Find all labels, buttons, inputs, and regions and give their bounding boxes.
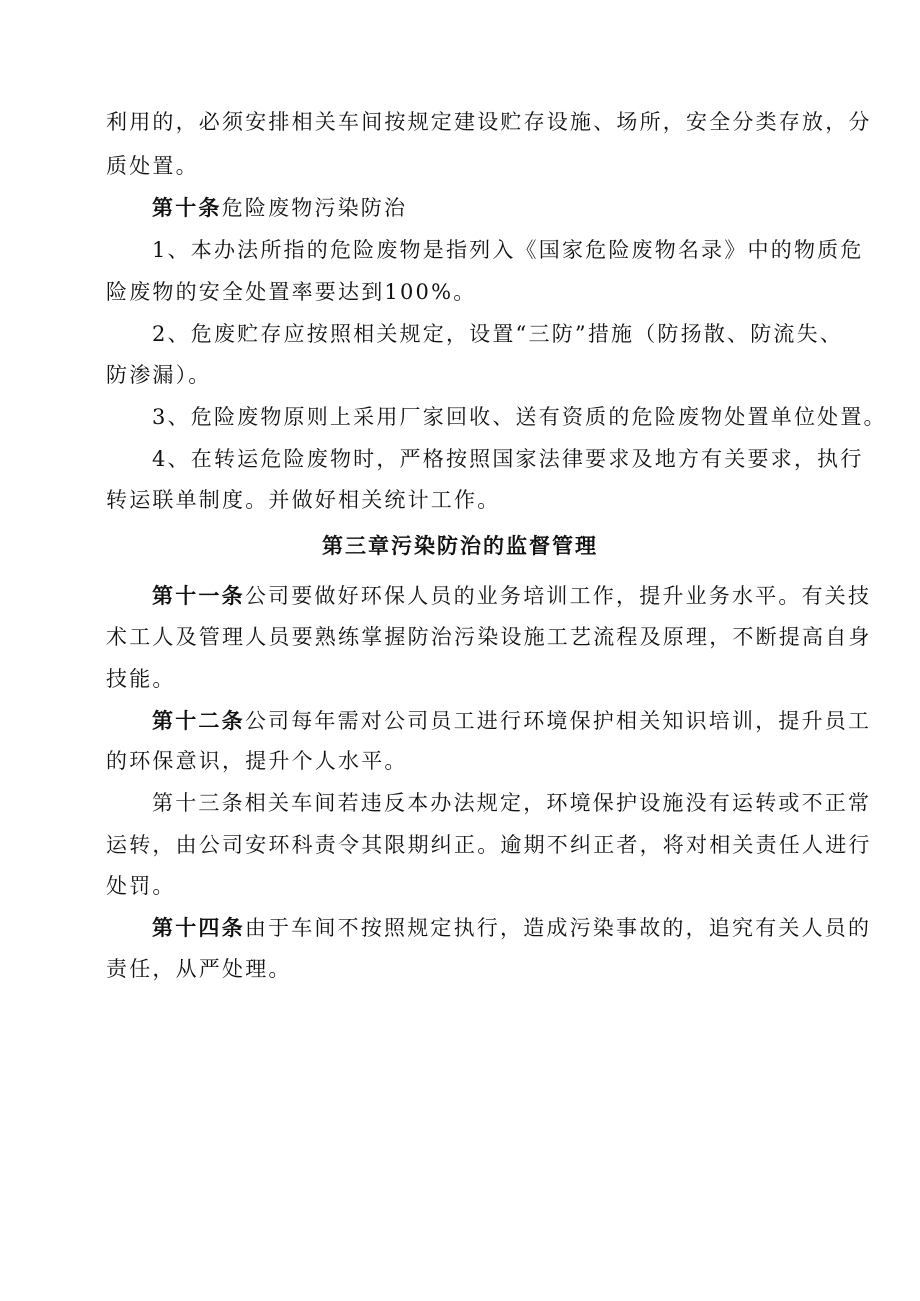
- article-14-line: [152, 912, 871, 942]
- paragraph-line: 质处置。: [106, 154, 199, 178]
- article-12-line: [152, 705, 871, 735]
- list-item-4-line: 转运联单制度。并做好相关统计工作。: [106, 488, 501, 512]
- article-11-line: [152, 580, 871, 610]
- article-13-line: 处罚。: [106, 874, 176, 898]
- list-item-3-line: 3、危险废物原则上采用厂家回收、送有资质的危险废物处置单位处置。: [152, 405, 887, 429]
- article-label: 第十四条: [152, 915, 245, 940]
- chapter-heading: 第三章污染防治的监督管理: [322, 533, 598, 558]
- article-text: 公司要做好环保人员的业务培训工作，提升业务水平。有关技: [244, 584, 872, 608]
- article-12-line: 的环保意识，提升个人水平。: [106, 749, 408, 773]
- list-item-2-line: 防渗漏）。: [106, 363, 212, 387]
- list-item-2-line: 2、危废贮存应按照相关规定，设置“三防”措施（防扬散、防流失、: [152, 322, 844, 346]
- article-10-heading: [152, 192, 407, 222]
- article-text: 由于车间不按照规定执行，造成污染事故的，追究有关人员的: [244, 916, 872, 940]
- article-13-line: 运转，由公司安环科责令其限期纠正。逾期不纠正者，将对相关责任人进行: [106, 833, 872, 857]
- list-item-4-line: 4、在转运危险废物时，严格按照国家法律要求及地方有关要求，执行: [152, 447, 864, 471]
- list-item-1-line: 险废物的安全处置率要达到100%。: [106, 280, 477, 304]
- article-label: 第十条: [152, 195, 222, 220]
- article-title: 危险废物污染防治: [221, 196, 408, 220]
- article-text: 公司每年需对公司员工进行环境保护相关知识培训，提升员工: [244, 709, 872, 733]
- article-11-line: 术工人及管理人员要熟练掌握防治污染设施工艺流程及原理，不断提高自身: [106, 625, 872, 649]
- article-label: 第十一条: [152, 583, 245, 608]
- article-11-line: 技能。: [106, 667, 176, 691]
- article-13-line: 第十三条相关车间若违反本办法规定，环境保护设施没有运转或不正常: [152, 791, 872, 815]
- list-item-1-line: 1、本办法所指的危险废物是指列入《国家危险废物名录》中的物质危: [152, 238, 864, 262]
- article-label: 第十二条: [152, 708, 245, 733]
- paragraph-line: 利用的，必须安排相关车间按规定建设贮存设施、场所，安全分类存放，分: [106, 110, 872, 134]
- article-14-line: 责任，从严处理。: [106, 957, 292, 981]
